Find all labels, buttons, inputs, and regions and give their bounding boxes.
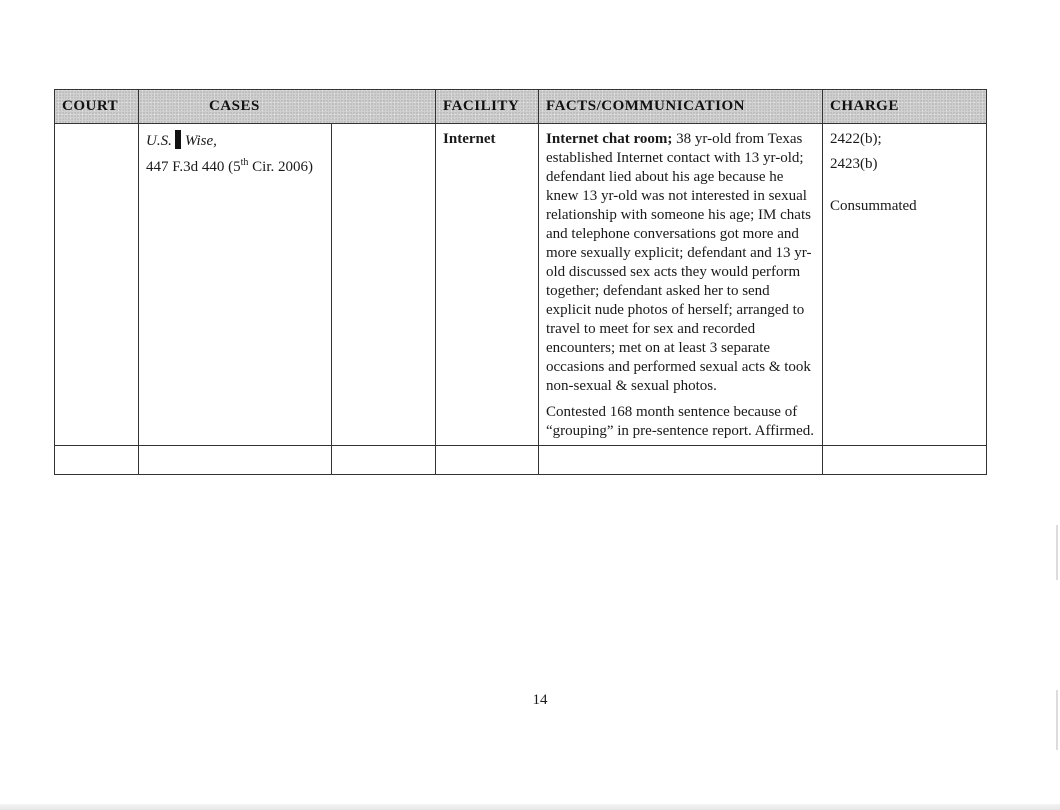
empty-cell (539, 446, 823, 475)
scan-edge (0, 804, 1060, 810)
empty-cell (55, 446, 139, 475)
cell-court (55, 124, 139, 446)
header-cases (139, 90, 436, 124)
cell-facility (436, 124, 539, 446)
scan-artifact (1056, 525, 1058, 580)
cell-charge (823, 124, 987, 446)
facility-value: Internet (443, 131, 496, 147)
cell-blank (332, 124, 436, 446)
header-facts (539, 90, 823, 124)
header-charge-label: CHARGE (830, 98, 899, 114)
charge-statute-2: 2423(b) (830, 156, 878, 172)
empty-cell (139, 446, 332, 475)
citation-superscript: th (240, 157, 249, 168)
case-name-prefix: U.S. (146, 133, 172, 149)
facts-lead: Internet chat room; (546, 131, 673, 147)
page-number: 14 (532, 692, 548, 708)
court-value (55, 124, 138, 134)
citation-text: 447 F.3d 440 (5 (146, 159, 241, 175)
header-facts-label: FACTS/COMMUNICATION (546, 98, 745, 114)
header-charge (823, 90, 987, 124)
header-court (55, 90, 139, 124)
case-name (146, 130, 324, 151)
charge-statute-1: 2422(b); (830, 131, 882, 147)
case-name-suffix: Wise, (184, 133, 217, 149)
facts-body: 38 yr-old from Texas established Internet contact with 13 yr-old; defendant lied about his age because he knew 13 yr-old was not interested in sexual relationship with someone his age; IM chats and telephone conversations got more and more sexually explicit; defendant and 13 yr-old discussed sex acts they would perform together; defendant asked her to send explicit nude photos of herself; arranged to travel to meet for sex and recorded encounters; met on at least 3 separate occasions and performed sexual acts & took non-sexual & sexual photos. (546, 131, 812, 394)
empty-cell (823, 446, 987, 475)
redaction-bar (175, 130, 181, 149)
case-citation (146, 158, 324, 177)
header-facility-label: FACILITY (443, 98, 520, 114)
empty-cell (436, 446, 539, 475)
facts-outcome: Contested 168 month sentence because of “grouping” in pre-sentence report. Affirmed. (546, 404, 814, 439)
citation-text-end: Cir. 2006) (248, 159, 314, 175)
cell-case (139, 124, 332, 446)
table-header-row (55, 90, 987, 124)
charge-status: Consummated (830, 198, 917, 214)
scan-artifact (1056, 690, 1058, 750)
empty-table-row (55, 446, 987, 475)
empty-cell (332, 446, 436, 475)
header-cases-label: CASES (209, 98, 260, 114)
header-facility (436, 90, 539, 124)
cases-table (54, 89, 987, 475)
cell-facts (539, 124, 823, 446)
header-court-label: COURT (62, 98, 119, 114)
facts-paragraph (546, 130, 815, 396)
table-row (55, 124, 987, 446)
